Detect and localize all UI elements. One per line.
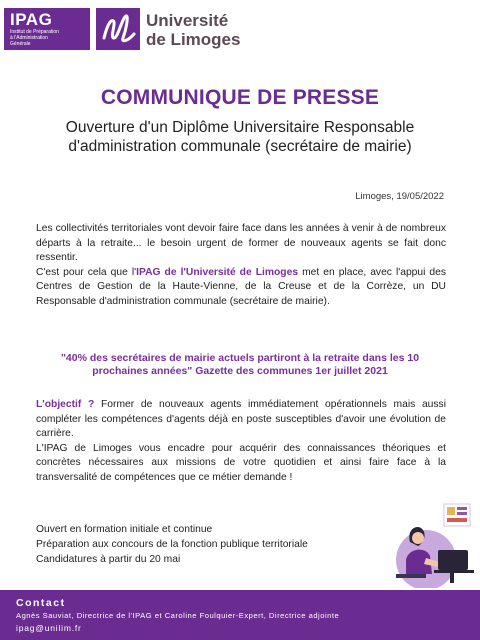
objective-text-2: L'IPAG de Limoges vous encadre pour acquérir des connaissances théoriques et concrètes nécessaires aux missions de votre quotidien et ainsi faire face à la transversalité de compétences que ce métier demande ! xyxy=(36,442,446,483)
objective-paragraph xyxy=(36,398,446,486)
ipag-logo-line-3: Générale xyxy=(10,41,31,47)
objective-text-1: Former de nouveaux agents immédiatement opérationnels mais aussi compléter les compétences d'agents déjà en poste susceptibles d'avoir une évolution de carrière. xyxy=(36,399,446,440)
key-points-list xyxy=(36,522,396,567)
university-logo-mark-icon xyxy=(96,8,140,50)
subtitle-line-1: Ouverture d'un Diplôme Universitaire Responsable xyxy=(65,119,415,136)
university-logo-line-2: de Limoges xyxy=(146,30,241,49)
university-logo-text xyxy=(146,11,240,49)
page-subtitle xyxy=(20,118,460,156)
header xyxy=(0,0,480,60)
contact-email-link[interactable]: ipag@unilim.fr xyxy=(16,623,82,633)
objective-highlight: L'objectif ? xyxy=(36,399,95,410)
contact-title: Contact xyxy=(16,597,66,609)
list-item: Candidatures à partir du 20 mai xyxy=(36,554,181,565)
subtitle-line-2: d'administration communale (secrétaire de mairie) xyxy=(68,138,412,155)
intro-text-2-before: C'est pour cela que l' xyxy=(36,266,137,278)
woman-at-computer-icon xyxy=(386,498,478,588)
intro-text-2-after: met en place, avec l'appui des Centres de Gestion de la Haute-Vienne, de la Creuse et de la Corrèze, un DU Responsable d'administration communale (secrétaire de mairie). xyxy=(36,266,447,307)
intro-highlight-ipag: IPAG de l'Université de Limoges xyxy=(136,266,299,278)
intro-text-1: Les collectivités territoriales vont devoir faire face dans les années à venir à de nombreux départs à la retraite... le besoin urgent de former de nouveaux agents se fait donc ressentir. xyxy=(36,223,446,264)
page-title: COMMUNIQUE DE PRESSE xyxy=(100,86,380,109)
list-item: Ouvert en formation initiale et continue xyxy=(36,524,213,535)
press-date: Limoges, 19/05/2022 xyxy=(355,191,444,202)
ipag-logo xyxy=(4,8,90,50)
contact-footer xyxy=(0,590,480,640)
university-logo-line-1: Université xyxy=(146,11,229,30)
ipag-logo-text: IPAG xyxy=(10,10,53,29)
ipag-logo-line-1: Institut de Préparation xyxy=(10,29,59,35)
contact-names: Agnès Sauviat, Directrice de l'IPAG et Caroline Foulquier-Expert, Directrice adjointe xyxy=(16,611,340,620)
ipag-logo-line-2: à l'Administration xyxy=(10,35,48,41)
quote: "40% des secrétaires de mairie actuels partiront à la retraite dans les 10 prochaines années" Gazette des communes 1er juillet 2021 xyxy=(60,352,420,377)
intro-paragraph xyxy=(36,222,446,310)
list-item: Préparation aux concours de la fonction publique territoriale xyxy=(36,539,308,550)
